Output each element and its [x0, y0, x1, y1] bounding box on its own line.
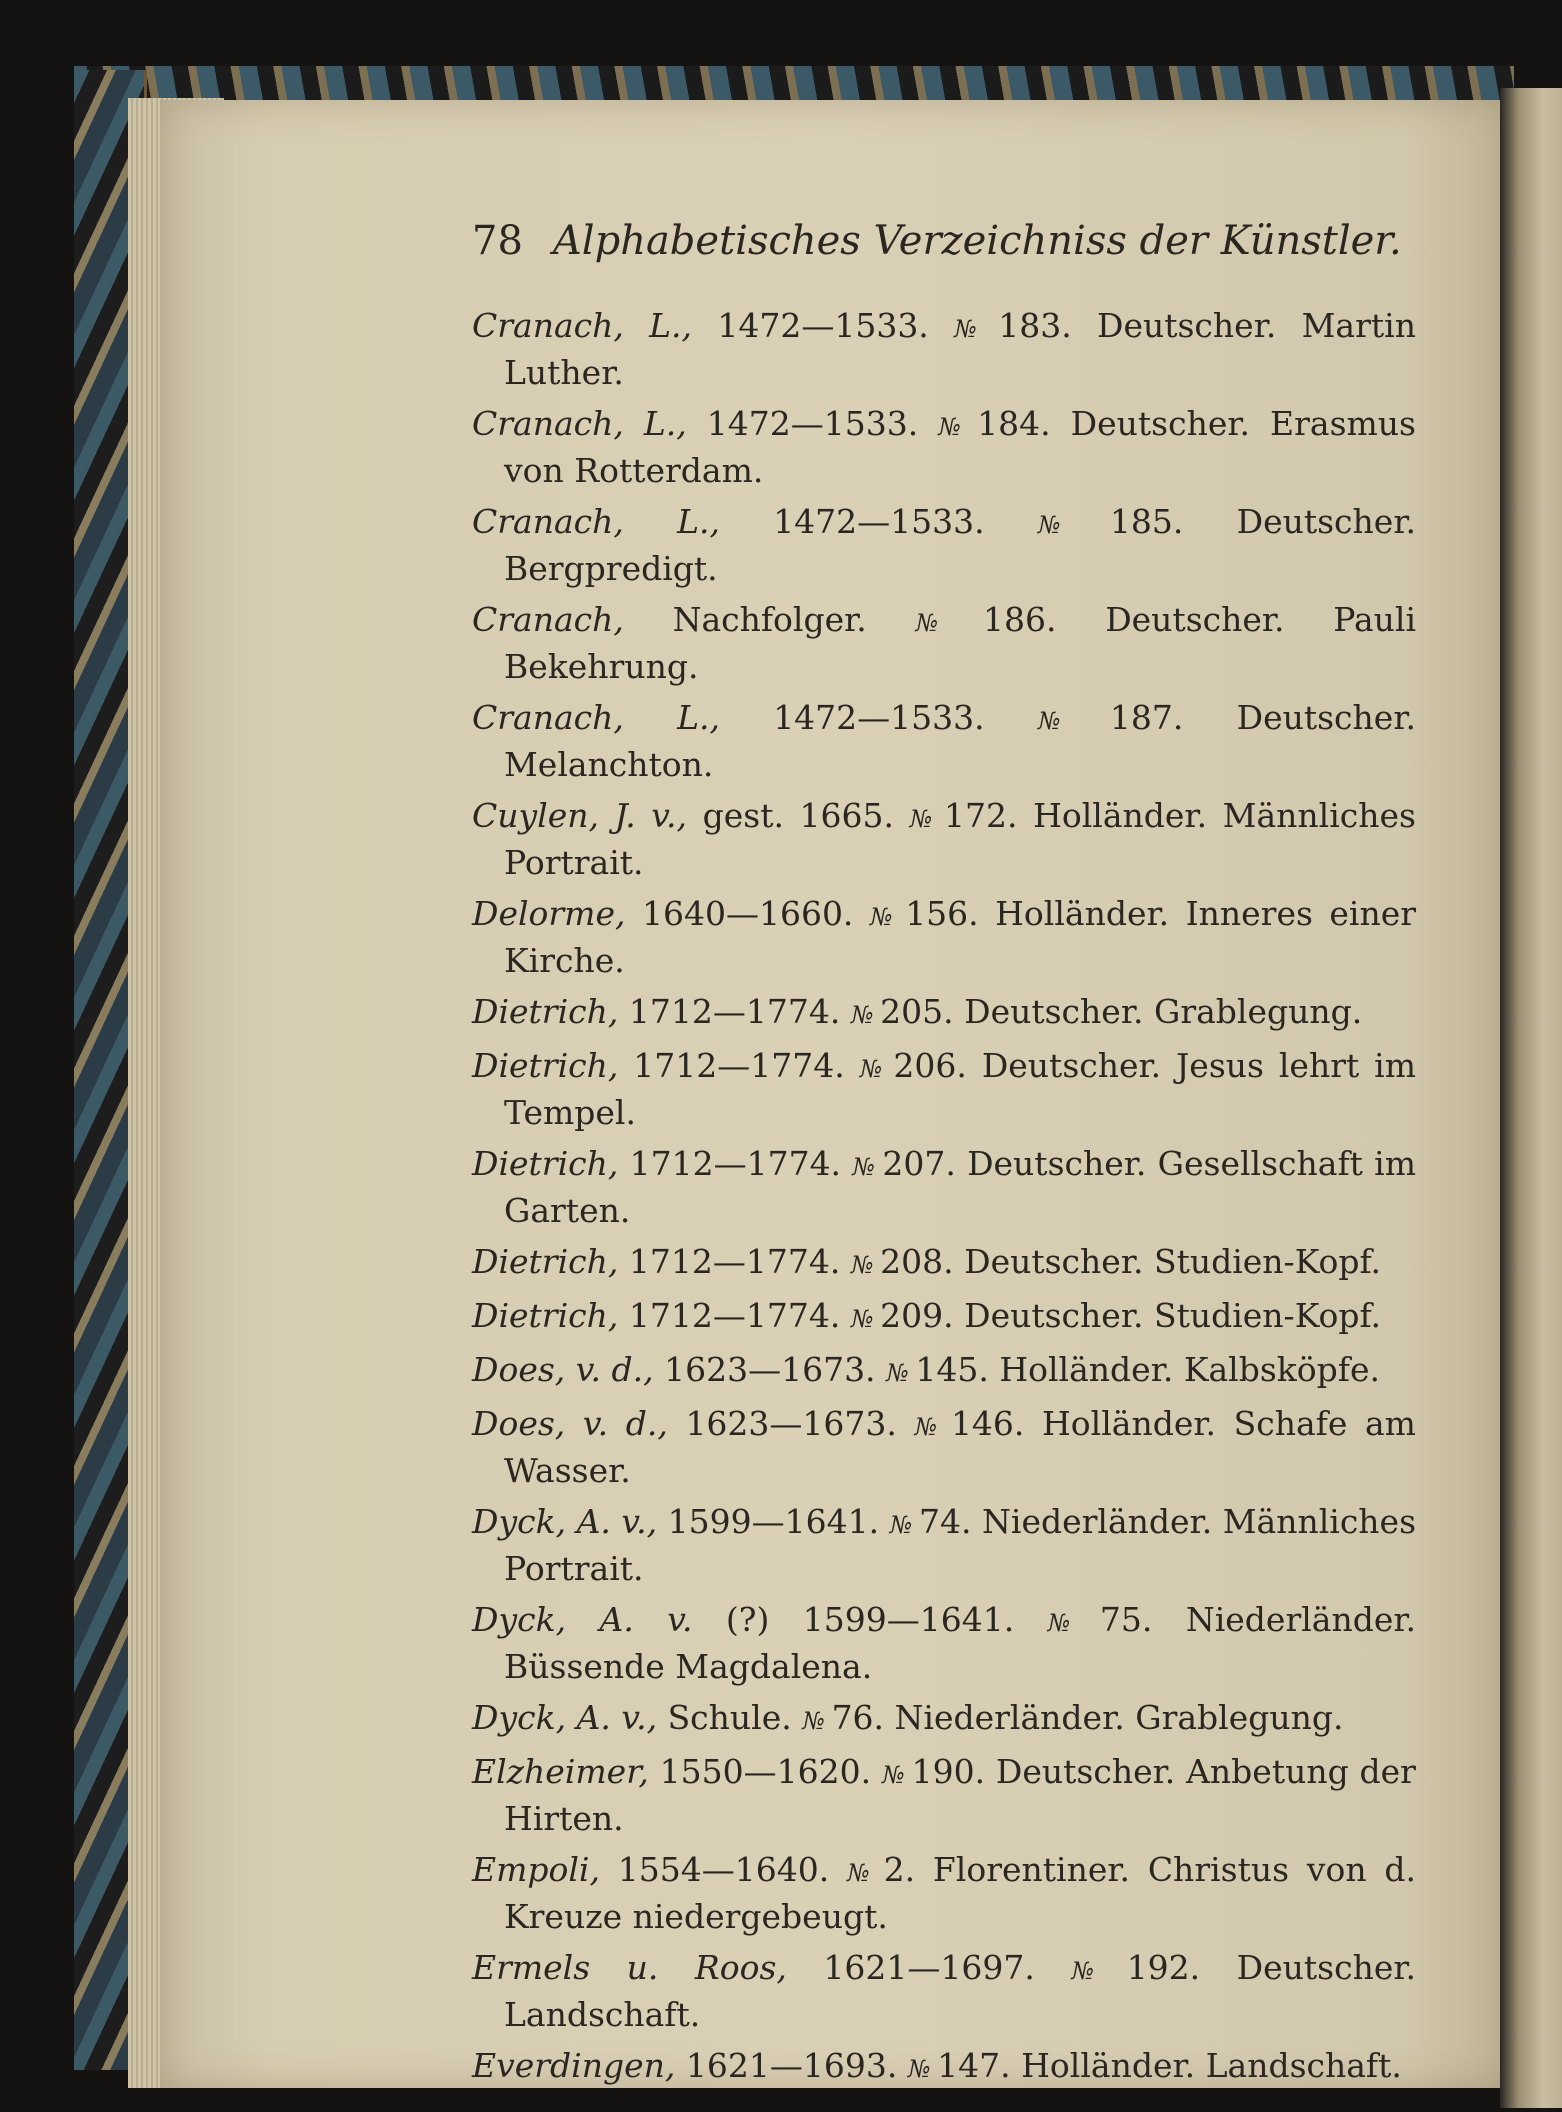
painting-title: Erasmus von Rotterdam. — [504, 404, 1416, 490]
artist-name: Cranach, L., — [472, 502, 720, 541]
painting-title: Schafe am Wasser. — [504, 1404, 1416, 1490]
artist-dates: 1623—1673. — [685, 1404, 897, 1443]
painting-title: Büssende Magdalena. — [504, 1647, 873, 1686]
catalog-number: 156. — [905, 894, 979, 933]
artist-dates: 1554—1640. — [617, 1850, 830, 1889]
artist-school: Deutscher. — [1070, 404, 1250, 443]
artist-name: Cranach, L., — [472, 698, 720, 737]
artist-dates: 1472—1533. — [717, 306, 929, 345]
catalog-number: 186. — [983, 600, 1057, 639]
list-item — [472, 500, 1416, 591]
artist-dates: 1599—1641. — [667, 1502, 880, 1541]
list-item — [472, 696, 1416, 787]
catalog-number: 187. — [1109, 698, 1184, 737]
number-sign: № — [915, 609, 977, 637]
number-sign: № — [850, 1305, 874, 1333]
painting-title: Martin Luther. — [504, 306, 1416, 392]
artist-school: Florentiner. — [932, 1850, 1131, 1889]
artist-dates: 1712—1774. — [628, 992, 841, 1031]
artist-name: Does, v. d., — [472, 1404, 668, 1443]
artist-dates: gest. 1665. — [702, 796, 895, 835]
artist-dates: 1621—1693. — [685, 2046, 898, 2085]
number-sign: № — [886, 1359, 909, 1387]
page-number: 78 — [472, 218, 523, 264]
list-item — [472, 402, 1416, 493]
list-item — [472, 1294, 1416, 1341]
list-item — [472, 1348, 1416, 1395]
number-sign: № — [850, 1001, 874, 1029]
artist-school: Deutscher. — [1097, 306, 1277, 345]
catalog-number: 192. — [1126, 1948, 1201, 1987]
artist-dates: 1621—1697. — [823, 1948, 1035, 1987]
painting-title: Grablegung. — [1153, 992, 1363, 1031]
artist-name: Dietrich, — [472, 992, 619, 1031]
number-sign: № — [847, 1859, 878, 1887]
list-item — [472, 598, 1416, 689]
catalog-number: 147. — [937, 2046, 1011, 2085]
number-sign: № — [1037, 707, 1104, 735]
artist-dates: (?) 1599—1641. — [725, 1600, 1015, 1639]
artist-name: Dietrich, — [472, 1144, 619, 1183]
artist-dates: 1712—1774. — [629, 1144, 842, 1183]
catalog-number: 74. — [919, 1502, 972, 1541]
number-sign: № — [881, 1761, 905, 1789]
painting-title: Grablegung. — [1135, 1698, 1344, 1737]
list-item — [472, 1848, 1416, 1939]
catalog-number: 185. — [1109, 502, 1184, 541]
number-sign: № — [1071, 1957, 1121, 1985]
artist-dates: 1640—1660. — [641, 894, 854, 933]
artist-school: Deutscher. — [1236, 1948, 1417, 1987]
number-sign: № — [1037, 511, 1104, 539]
painting-title: Bergpredigt. — [504, 549, 718, 588]
artist-school: Deutscher. — [1105, 600, 1285, 639]
list-item — [472, 990, 1416, 1037]
facing-page-edge — [1500, 88, 1562, 2108]
list-item — [472, 304, 1416, 395]
artist-dates: 1712—1774. — [628, 1242, 841, 1281]
artist-name: Cranach, L., — [472, 404, 687, 443]
painting-title: Jesus lehrt im Tempel. — [504, 1046, 1416, 1132]
artist-name: Dietrich, — [472, 1046, 619, 1085]
artist-dates: 1712—1774. — [633, 1046, 845, 1085]
artist-dates: 1623—1673. — [664, 1350, 876, 1389]
artist-name: Dyck, A. v. — [472, 1600, 693, 1639]
catalog-number: 145. — [915, 1350, 989, 1389]
catalog-number: 208. — [880, 1242, 954, 1281]
painting-title: Christus von d. Kreuze niedergebeugt. — [504, 1850, 1416, 1936]
artist-school: Deutscher. — [1236, 698, 1416, 737]
artist-school: Holländer. — [1021, 2046, 1196, 2085]
page-text — [472, 218, 1416, 2098]
artist-school: Holländer. — [1033, 796, 1208, 835]
list-item — [472, 1750, 1416, 1841]
artist-name: Does, v. d., — [472, 1350, 654, 1389]
painting-title: Inneres einer Kirche. — [504, 894, 1417, 980]
artist-dates: 1472—1533. — [706, 404, 919, 443]
artist-name: Ermels u. Roos, — [472, 1948, 787, 1987]
artist-dates: 1550—1620. — [659, 1752, 872, 1791]
artist-name: Dyck, A. v., — [472, 1502, 658, 1541]
list-item — [472, 1142, 1416, 1233]
list-item — [472, 892, 1416, 983]
artist-school: Deutscher. — [964, 992, 1144, 1031]
list-item — [472, 794, 1416, 885]
painting-title: Männliches Portrait. — [504, 1502, 1417, 1588]
artist-name: Empoli, — [472, 1850, 600, 1889]
marbled-cover-top — [74, 66, 1514, 100]
catalog-number: 75. — [1099, 1600, 1153, 1639]
list-item — [472, 1598, 1416, 1689]
catalog-number: 184. — [977, 404, 1051, 443]
painting-title: Melanchton. — [504, 745, 714, 784]
painting-title: Pauli Bekehrung. — [504, 600, 1416, 686]
number-sign: № — [1047, 1609, 1094, 1637]
list-item — [472, 1240, 1416, 1287]
artist-index-list — [472, 304, 1416, 2091]
artist-school: Holländer. — [1042, 1404, 1217, 1443]
catalog-number: 2. — [883, 1850, 916, 1889]
painting-title: Studien-Kopf. — [1153, 1296, 1381, 1335]
artist-school: Niederländer. — [982, 1502, 1213, 1541]
painting-title: Landschaft. — [504, 1995, 701, 2034]
artist-name: Elzheimer, — [472, 1752, 649, 1791]
artist-school: Deutscher. — [967, 1144, 1147, 1183]
catalog-number: 207. — [882, 1144, 956, 1183]
artist-name: Dietrich, — [472, 1296, 619, 1335]
number-sign: № — [907, 2055, 931, 2083]
list-item — [472, 1946, 1416, 2037]
number-sign: № — [802, 1707, 825, 1735]
number-sign: № — [914, 1413, 945, 1441]
artist-dates: Schule. — [667, 1698, 792, 1737]
number-sign: № — [909, 805, 938, 833]
artist-name: Everdingen, — [472, 2046, 676, 2085]
artist-name: Cranach, — [472, 600, 624, 639]
painting-title: Studien-Kopf. — [1153, 1242, 1381, 1281]
running-header — [472, 218, 1416, 264]
list-item — [472, 1044, 1416, 1135]
artist-school: Niederländer. — [1185, 1600, 1417, 1639]
list-item — [472, 1402, 1416, 1493]
catalog-number: 183. — [998, 306, 1072, 345]
catalog-number: 190. — [911, 1752, 986, 1791]
artist-name: Dietrich, — [472, 1242, 619, 1281]
painting-title: Anbetung der Hirten. — [504, 1752, 1416, 1838]
artist-school: Deutscher. — [1236, 502, 1416, 541]
painting-title: Landschaft. — [1205, 2046, 1402, 2085]
running-title: Alphabetisches Verzeichniss der Künstler. — [552, 218, 1402, 264]
artist-school: Deutscher. — [981, 1046, 1162, 1085]
artist-school: Deutscher. — [995, 1752, 1176, 1791]
catalog-number: 209. — [880, 1296, 954, 1335]
number-sign: № — [889, 1511, 913, 1539]
artist-school: Deutscher. — [964, 1242, 1144, 1281]
artist-name: Cuylen, J. v., — [472, 796, 688, 835]
catalog-number: 206. — [893, 1046, 967, 1085]
catalog-number: 172. — [944, 796, 1018, 835]
artist-school: Deutscher. — [964, 1296, 1144, 1335]
number-sign: № — [850, 1251, 874, 1279]
number-sign: № — [938, 413, 971, 441]
number-sign: № — [954, 315, 992, 343]
painting-title: Männliches Portrait. — [504, 796, 1416, 882]
number-sign: № — [852, 1153, 876, 1181]
number-sign: № — [869, 903, 899, 931]
artist-dates: 1712—1774. — [628, 1296, 841, 1335]
number-sign: № — [859, 1055, 887, 1083]
artist-dates: 1472—1533. — [773, 502, 985, 541]
artist-name: Delorme, — [472, 894, 626, 933]
artist-school: Holländer. — [995, 894, 1170, 933]
catalog-number: 76. — [831, 1698, 885, 1737]
artist-dates: Nachfolger. — [672, 600, 867, 639]
catalog-number: 205. — [880, 992, 954, 1031]
artist-dates: 1472—1533. — [773, 698, 985, 737]
painting-title: Kalbsköpfe. — [1183, 1350, 1381, 1389]
catalog-number: 146. — [950, 1404, 1025, 1443]
artist-name: Dyck, A. v., — [472, 1698, 658, 1737]
painting-title: Gesellschaft im Garten. — [504, 1144, 1416, 1230]
artist-school: Holländer. — [999, 1350, 1174, 1389]
list-item — [472, 1500, 1416, 1591]
artist-name: Cranach, L., — [472, 306, 693, 345]
list-item — [472, 2044, 1416, 2091]
list-item — [472, 1696, 1416, 1743]
artist-school: Niederländer. — [894, 1698, 1125, 1737]
